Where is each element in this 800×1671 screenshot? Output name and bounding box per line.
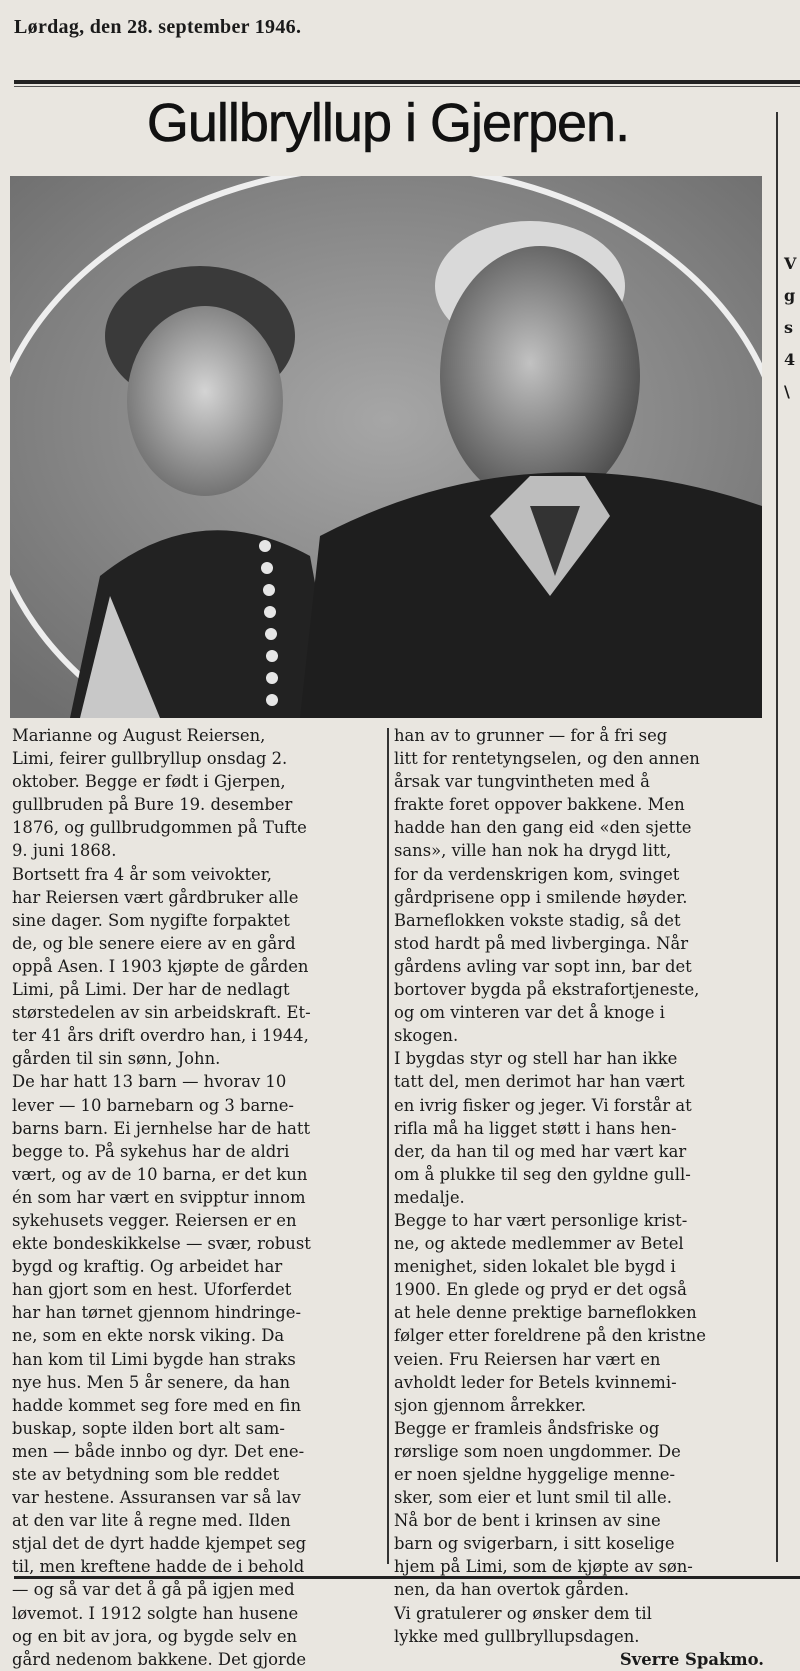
text-line: sine dager. Som nygifte forpaktet [12, 910, 290, 930]
text-line: gård nedenom bakkene. Det gjorde [12, 1649, 307, 1669]
bottom-rule [14, 1576, 800, 1579]
top-rule [14, 80, 800, 84]
text-line: bortover bygda på ekstrafortjeneste, [394, 980, 700, 1000]
text-line: oppå Asen. I 1903 kjøpte de gården [12, 956, 309, 976]
text-line: sker, som eier et lunt smil til alle. [394, 1488, 672, 1508]
couple-photo [10, 176, 762, 718]
text-line: De har hatt 13 barn — hvorav 10 [12, 1072, 287, 1092]
text-line: lever — 10 barnebarn og 3 barne- [12, 1095, 294, 1115]
text-line: litt for rentetyngselen, og den annen [394, 749, 700, 769]
text-line: menighet, siden lokalet ble bygd i [394, 1257, 676, 1277]
text-line: er noen sjeldne hyggelige menne- [394, 1465, 676, 1484]
text-line: og om vinteren var det å knoge i [394, 1003, 665, 1023]
text-line: der, da han til og med har vært kar [394, 1141, 687, 1161]
text-line: størstedelen av sin arbeidskraft. Et- [12, 1003, 311, 1023]
text-line: Marianne og August Reiersen, [12, 726, 266, 745]
text-line: nen, da han overtok gården. [394, 1580, 630, 1600]
text-line: avholdt leder for Betels kvinnemi- [394, 1372, 677, 1392]
text-line: skogen. [394, 1026, 459, 1046]
text-line: gårdprisene opp i smilende høyder. [394, 887, 688, 907]
text-line: 1900. En glede og pryd er det også [394, 1280, 687, 1300]
text-line: lykke med gullbryllupsdagen. [394, 1626, 640, 1646]
text-line: men — både innbo og dyr. Det ene- [12, 1441, 305, 1461]
text-line: frakte foret oppover bakkene. Men [394, 795, 685, 815]
text-line: Begge to har vært personlige krist- [394, 1210, 688, 1230]
text-line: Limi, feirer gullbryllup onsdag 2. [12, 749, 288, 769]
text-line: Bortsett fra 4 år som veivokter, [12, 864, 272, 884]
text-line: de, og ble senere eiere av en gård [12, 933, 296, 953]
text-line: ste av betydning som ble reddet [12, 1465, 280, 1484]
photo-illustration [10, 176, 762, 718]
text-line: har han tørnet gjennom hindringe- [12, 1303, 302, 1323]
right-column-rule [776, 112, 778, 1562]
text-line: gullbruden på Bure 19. desember [12, 795, 293, 815]
text-line: sjon gjennom årrekker. [394, 1395, 587, 1415]
author-signature: Sverre Spakmo. [619, 1649, 764, 1669]
dateline: Lørdag, den 28. september 1946. [14, 16, 302, 38]
left-column [12, 724, 382, 1671]
text-line: bygd og kraftig. Og arbeidet har [12, 1257, 283, 1277]
text-line: til, men kreftene hadde de i behold [12, 1557, 305, 1577]
text-line: rifla må ha ligget støtt i hans hen- [394, 1118, 677, 1138]
text-line: Vi gratulerer og ønsker dem til [394, 1603, 652, 1623]
text-line: gårdens avling var sopt inn, bar det [394, 956, 692, 976]
text-line: han gjort som en hest. Uforferdet [12, 1280, 292, 1300]
text-line: vært, og av de 10 barna, er det kun [12, 1164, 308, 1184]
text-line: stod hardt på med livberginga. Når [394, 933, 689, 953]
text-line: Limi, på Limi. Der har de nedlagt [12, 980, 290, 1000]
text-line: han av to grunner — for å fri seg [394, 726, 668, 745]
top-rule-thin [14, 86, 800, 87]
text-line: barn og svigerbarn, i sitt koselige [394, 1534, 675, 1554]
text-line: ne, som en ekte norsk viking. Da [12, 1326, 285, 1346]
text-line: ter 41 års drift overdro han, i 1944, [12, 1026, 309, 1046]
text-line: gården til sin sønn, John. [12, 1049, 221, 1069]
text-line: for da verdenskrigen kom, svinget [394, 864, 680, 884]
text-line: oktober. Begge er født i Gjerpen, [12, 772, 286, 792]
text-line: barns barn. Ei jernhelse har de hatt [12, 1118, 311, 1138]
text-line: I bygdas styr og stell har han ikke [394, 1049, 678, 1069]
text-line: 9. juni 1868. [12, 841, 117, 861]
text-line: Nå bor de bent i krinsen av sine [394, 1511, 661, 1531]
text-line: én som har vært en svipptur innom [12, 1187, 306, 1207]
adjacent-column-fragment: Vgs4\ [784, 254, 797, 401]
text-line: ekte bondeskikkelse — svær, robust [12, 1234, 311, 1254]
text-line: følger etter foreldrene på den kristne [394, 1326, 706, 1346]
text-line: sans», ville han nok ha drygd litt, [394, 841, 672, 861]
text-line: stjal det de dyrt hadde kjempet seg [12, 1534, 307, 1554]
right-column [394, 724, 764, 1671]
text-line: rørslige som noen ungdommer. De [394, 1441, 681, 1461]
text-line: nye hus. Men 5 år senere, da han [12, 1372, 291, 1392]
text-line: medalje. [394, 1187, 465, 1207]
text-line: at den var lite å regne med. Ilden [12, 1511, 291, 1531]
text-line: har Reiersen vært gårdbruker alle [12, 887, 299, 907]
text-line: en ivrig fisker og jeger. Vi forstår at [394, 1095, 692, 1115]
text-line: hjem på Limi, som de kjøpte av søn- [394, 1557, 693, 1577]
column-divider [387, 728, 389, 1564]
text-line: ne, og aktede medlemmer av Betel [394, 1234, 684, 1254]
text-line: sykehusets vegger. Reiersen er en [12, 1210, 297, 1230]
text-line: tatt del, men derimot har han vært [394, 1072, 685, 1092]
text-line: løvemot. I 1912 solgte han husene [12, 1603, 299, 1623]
text-line: om å plukke til seg den gyldne gull- [394, 1164, 691, 1184]
text-line: var hestene. Assuransen var så lav [12, 1488, 301, 1508]
article-headline: Gullbryllup i Gjerpen. [146, 93, 630, 153]
text-line: buskap, sopte ilden bort alt sam- [12, 1418, 285, 1438]
text-line: begge to. På sykehus har de aldri [12, 1141, 290, 1161]
text-line: årsak var tungvintheten med å [394, 772, 650, 792]
text-line: hadde kommet seg fore med en fin [12, 1395, 301, 1415]
article-body [12, 724, 772, 1669]
text-line: at hele denne prektige barneflokken [394, 1303, 697, 1323]
text-line: og en bit av jora, og bygde selv en [12, 1626, 298, 1646]
text-line: — og så var det å gå på igjen med [12, 1580, 295, 1600]
text-line: han kom til Limi bygde han straks [12, 1349, 296, 1369]
text-line: Begge er framleis åndsfriske og [394, 1418, 660, 1438]
text-line: 1876, og gullbrudgommen på Tufte [12, 818, 307, 838]
text-line: Barneflokken vokste stadig, så det [394, 910, 681, 930]
text-line: veien. Fru Reiersen har vært en [394, 1349, 661, 1369]
text-line: hadde han den gang eid «den sjette [394, 818, 692, 838]
